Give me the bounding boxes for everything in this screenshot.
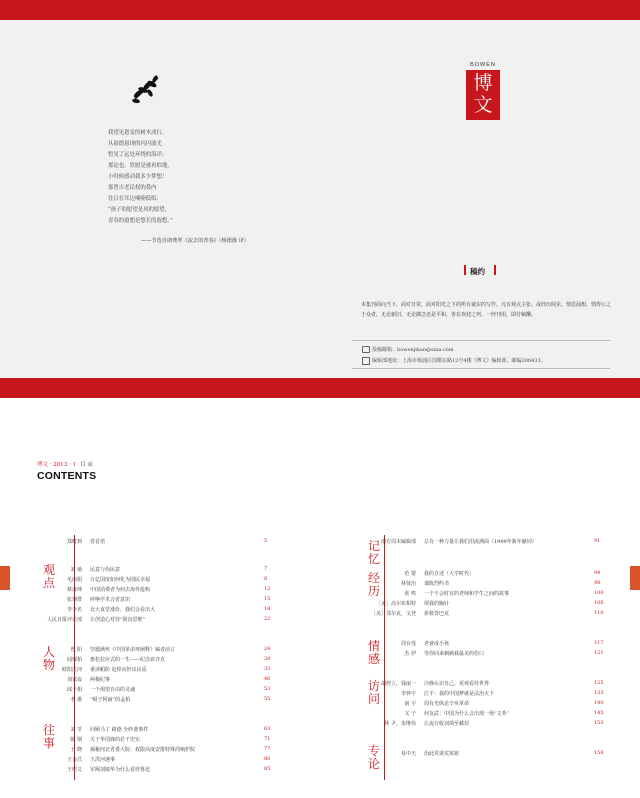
toc-article-title: 万亿国度如何化为国民幸福 — [90, 577, 151, 583]
contact-address: 编辑部地址：上海市杨浦区国顺东路12号4楼《博文》编辑部，邮编200433。 — [372, 358, 546, 364]
toc-article-title: 军阀刘镇华为什么看待鲁迅 — [90, 767, 151, 773]
toc-page-number: 94 — [594, 570, 601, 576]
toc-article-title: 一个渴望自由的灵魂 — [90, 687, 136, 693]
toc-author: 李钟宇 — [400, 691, 416, 697]
toc-article-title: 老爸成小孩 — [424, 641, 450, 647]
toc-page-number: 80 — [264, 756, 271, 762]
toc-page-number: 98 — [594, 580, 601, 586]
toc-article-title: 坚德满怀《中国革命再阐释》编者前言 — [90, 647, 176, 653]
poem-line: 那曾古老民权的鼻内 — [108, 185, 157, 191]
toc-author: 王 晓 — [70, 747, 82, 753]
issue-label: 博文 · 2013 · 1 — [37, 462, 76, 468]
toc-article-title: 拼救背巴克 — [424, 611, 450, 617]
toc-author: 蔡彦坤 — [66, 587, 82, 593]
toc-author: 周台莲 — [400, 641, 416, 647]
poem-line: 我望见恩宠的树木成行， — [108, 130, 168, 136]
toc-page-number: 85 — [264, 766, 271, 772]
poem-line: 青春的遐想是悠长的遐想。” — [108, 218, 173, 224]
toc-article-title: 课陈烈约书 — [424, 581, 450, 587]
toc-page-number: 5 — [264, 538, 268, 544]
label-bar-left — [464, 265, 466, 275]
category-past: 往事 — [42, 723, 55, 750]
category-emotion: 情感 — [367, 639, 380, 666]
toc-author: 李令名 — [66, 607, 82, 613]
submission-intro: 本集刊面向当下，面对日常，面对阳光之下的所有诚实的写作。凡有观点主张、或经历阅见、情思涌想、情得公之于众者，无论新旧、无论擒急还是平和，皆在欢迎之列。一经刊用，即付稿酬。 — [361, 302, 612, 318]
toc-page-number: 28 — [264, 656, 271, 662]
toc-article-title: 治此党谈荒寓铭 — [424, 751, 460, 757]
top-red-band — [0, 0, 640, 20]
toc-article-title: 江平：我的中国梦就是法治天下 — [424, 691, 495, 697]
toc-title-cn: 目 录 — [80, 462, 93, 468]
toc-author: 陈 钢 — [70, 737, 82, 743]
toc-page-number: 106 — [594, 600, 604, 606]
bowen-logo — [466, 70, 500, 120]
toc-author: 南 宇 — [404, 701, 416, 707]
toc-page-number: 8 — [264, 576, 268, 582]
category-experience: 经历 — [367, 571, 380, 598]
toc-article-title: 让流行收词填至藏封 — [424, 721, 470, 727]
toc-author: 杰 伊 — [404, 651, 416, 657]
toc-author: 刘 苓 — [70, 727, 82, 733]
left-edge-tab — [0, 566, 10, 590]
toc-author: 易中天 — [400, 751, 416, 757]
toc-author: 曾 阳 — [70, 647, 82, 653]
toc-article-title: 重读帕防 追悼向轩议民谣 — [90, 667, 147, 673]
toc-article-title: 揭秘河北省委大院：权限高度安排特殊尚响护院 — [90, 747, 196, 753]
toc-page-number: 110 — [594, 610, 604, 616]
toc-author: 张 鸣 — [404, 591, 416, 597]
toc-page-number: 46 — [264, 676, 271, 682]
toc-page-number: 15 — [264, 596, 271, 602]
toc-page-number: 121 — [594, 650, 604, 656]
toc-article-title: 冷静认识自己，更观看待世界 — [424, 681, 490, 687]
toc-page-number: 18 — [264, 606, 271, 612]
toc-article-title: 一个不会时宜的老师和学生之间的故事 — [424, 591, 510, 597]
category-memory: 记忆 — [367, 539, 380, 566]
toc-page-number: 91 — [594, 538, 601, 544]
toc-page-number: 12 — [264, 586, 271, 592]
toc-page-number: 77 — [264, 746, 271, 752]
category-people: 人物 — [42, 645, 55, 672]
toc-author: 林 尹，朱继伟 — [384, 721, 416, 727]
right-edge-tab — [630, 566, 640, 590]
toc-page-number: 133 — [594, 690, 604, 696]
toc-author: 张理群 — [66, 597, 82, 603]
toc-page-number: 63 — [264, 726, 271, 732]
toc-page-number: 53 — [264, 686, 271, 692]
divider — [352, 340, 610, 341]
toc-article-title: 卷首语 — [90, 539, 106, 545]
toc-article-title: 谭我的胸针 — [424, 601, 450, 607]
leaf-branch-icon — [128, 74, 164, 106]
toc-article-title: 我的自述（大学时代） — [424, 571, 475, 577]
toc-page-number: 153 — [594, 720, 604, 726]
toc-author: 王金昌 — [66, 757, 82, 763]
poem-line: 小时候感动我多少梦想！ — [108, 174, 168, 180]
logo-english: BOWEN — [470, 62, 496, 68]
toc-article-title: 民意与伪民意 — [90, 567, 121, 573]
toc-author: ［美］高尔布相特 — [375, 601, 416, 607]
toc-article-title: 回顾马丁 路德 全纱袭事件 — [90, 727, 149, 733]
toc-page-number: 71 — [264, 736, 271, 742]
toc-author: 邱卡相 — [66, 687, 82, 693]
poem-line: 那论也，欣慰是被再似地， — [108, 163, 173, 169]
submission-label: 稿约 — [470, 267, 485, 276]
mid-red-band — [0, 378, 640, 398]
poem-line: 暂见了远处环绕的海洋； — [108, 152, 168, 158]
toc-page-number: 158 — [594, 750, 604, 756]
toc-article-title: 呼唤学术合省意识 — [90, 597, 131, 603]
toc-page-number: 145 — [594, 710, 604, 716]
toc-author: 欧阳江河 — [61, 667, 82, 673]
toc-article-title: 王洪河遇事 — [90, 757, 116, 763]
cover-panel — [0, 20, 640, 378]
category-viewpoint: 观点 — [42, 563, 55, 590]
toc-page-number: 22 — [264, 616, 271, 622]
toc-article-title: 两极纪事 — [90, 677, 111, 683]
toc-page-number: 100 — [594, 590, 604, 596]
toc-page-number: 125 — [594, 680, 604, 686]
toc-author: 闻琛柏 — [66, 657, 82, 663]
toc-article-title: 让创造心对待“阴沟思维” — [90, 617, 146, 623]
divider — [352, 368, 610, 369]
poem-line: “孩子的愿望是风的愿望， — [108, 207, 171, 213]
toc-page-number: 24 — [264, 646, 271, 652]
category-monograph: 专论 — [367, 744, 380, 771]
toc-author: 老 愚 — [70, 697, 82, 703]
poem-line: 从悬德悬现的闪闪波光 — [108, 141, 162, 147]
poem-line: 往日在耳边喃喃低唱： — [108, 196, 162, 202]
toc-article-title: 关于华国锋的若干史实 — [90, 737, 141, 743]
toc-article-title: 北大食堂涨价，我们会看出大 — [90, 607, 156, 613]
toc-page-number: 7 — [264, 566, 268, 572]
toc-page-number: 55 — [264, 696, 271, 702]
toc-article-title: 何友武：中国为什么会出现一场“文革” — [424, 711, 510, 717]
toc-page-number: 117 — [594, 640, 604, 646]
toc-article-title: 中国消费者为何去海外抢购 — [90, 587, 151, 593]
toc-article-title: 等你回来刺痛我最美的伤口 — [424, 651, 485, 657]
contents-heading: CONTENTS — [37, 470, 97, 482]
toc-author: 刘 瑜 — [70, 567, 82, 573]
toc-article-title: 总有一种力量让我们泪流满面（1999年新年献词） — [424, 539, 537, 545]
toc-article-title: 惠松拉应式的一生——纪念谚齐克 — [90, 657, 166, 663]
toc-author: ［美］邻尔克，戈登 — [370, 611, 416, 617]
toc-author: 南方周末编辑部 — [380, 539, 416, 545]
toc-author: 人民日报评论部 — [46, 617, 82, 623]
toc-author: 范 蒙 — [404, 571, 416, 577]
contact-email: 投稿邮箱：bowenjikan@sina.com — [372, 347, 454, 353]
toc-page-number: 140 — [594, 700, 604, 706]
toc-author: 林贤治 — [400, 581, 416, 587]
toc-author: 刘家寂 — [66, 677, 82, 683]
label-bar-right — [494, 265, 496, 275]
toc-article-title: “嗝子阿丽”的孟柏 — [90, 697, 131, 703]
poem-credit: ——节选自朗费罗《流去的青春》（杨德豫 译） — [141, 238, 249, 244]
toc-author: 又 子 — [404, 711, 416, 717]
home-icon — [362, 357, 370, 365]
toc-page-number: 33 — [264, 666, 271, 672]
toc-author: 郑时莉 — [66, 539, 82, 545]
toc-author: 毛丽娟 — [66, 577, 82, 583]
email-icon — [362, 346, 370, 353]
toc-article-title: 周有光纵论辛亥革命 — [424, 701, 470, 707]
toc-author: 王绍义 — [66, 767, 82, 773]
logo-chinese: 博文 — [473, 72, 493, 116]
category-interview: 访问 — [367, 679, 380, 706]
toc-author: 胡舒立，钱丽一 — [380, 681, 416, 687]
